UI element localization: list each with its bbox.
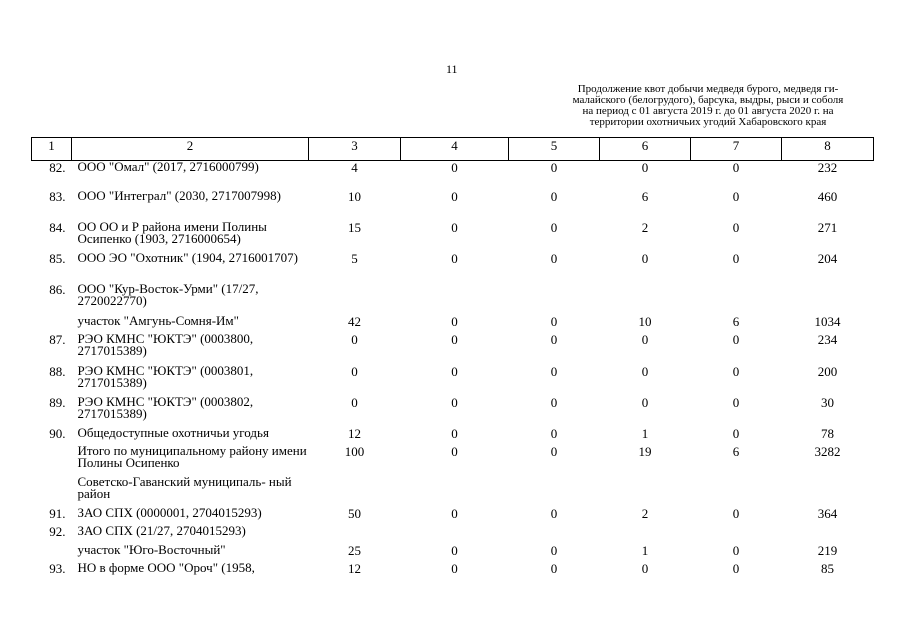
row-number: 82. — [49, 160, 66, 175]
value-c6: 10 — [638, 313, 652, 329]
row-number-cell — [32, 333, 72, 365]
value-c8: 1034 — [814, 313, 841, 329]
value-c3: 12 — [348, 560, 361, 576]
page-number: 11 — [446, 62, 458, 76]
org-name-cell — [72, 330, 309, 365]
value-c8: 234 — [817, 331, 838, 347]
row-number-cell — [32, 365, 72, 396]
value-cell-c7 — [691, 427, 782, 445]
row-number-cell — [32, 507, 72, 525]
org-name: ООО "Кур-Восток-Урми" (17/27, 2720022770) — [77, 280, 259, 308]
value-c4: 0 — [451, 505, 458, 521]
table-row — [32, 525, 874, 544]
row-number-cell — [32, 315, 72, 333]
value-c8: 200 — [817, 363, 838, 379]
value-cell-c3 — [309, 365, 401, 396]
value-c3: 50 — [348, 505, 361, 521]
caption-line: малайского (белогрудого), барсука, выдры, рыси и соболя — [572, 94, 844, 106]
value-cell-c4 — [401, 507, 509, 525]
org-name-cell — [72, 424, 309, 445]
value-cell-c3 — [309, 190, 401, 221]
value-cell-c4 — [401, 396, 509, 427]
value-cell-c5 — [509, 283, 600, 315]
value-c3: 0 — [351, 331, 358, 347]
value-cell-c5 — [509, 365, 600, 396]
org-name-cell — [72, 541, 309, 562]
value-cell-c5 — [509, 445, 600, 476]
value-cell-c7 — [691, 507, 782, 525]
value-cell-c4 — [401, 445, 509, 476]
org-name: РЭО КМНС "ЮКТЭ" (0003802, 2717015389) — [77, 393, 254, 421]
value-cell-c7 — [691, 190, 782, 221]
row-number: 83. — [49, 188, 66, 204]
column-header: 1 — [32, 138, 72, 161]
value-cell-c8 — [782, 427, 874, 445]
value-cell-c4 — [401, 525, 509, 544]
row-number-cell — [32, 427, 72, 445]
value-c4: 0 — [451, 219, 458, 235]
value-c6: 2 — [641, 505, 649, 521]
org-name: ООО "Интеграл" (2030, 2717007998) — [77, 187, 281, 203]
org-name: ООО ЭО "Охотник" (1904, 2716001707) — [77, 249, 298, 265]
value-c3: 5 — [351, 250, 358, 266]
value-cell-c7 — [691, 333, 782, 365]
value-cell-c3 — [309, 221, 401, 252]
column-header: 3 — [309, 138, 401, 161]
value-c3: 4 — [351, 160, 358, 175]
value-c5: 0 — [550, 219, 558, 235]
value-cell-c5 — [509, 333, 600, 365]
value-c6: 0 — [641, 331, 649, 347]
value-c7: 0 — [732, 363, 740, 379]
value-c3: 0 — [351, 363, 358, 379]
value-c7: 0 — [732, 542, 740, 558]
value-cell-c8 — [782, 221, 874, 252]
value-c8: 78 — [821, 425, 834, 441]
value-cell-c3 — [309, 525, 401, 544]
row-number: 85. — [49, 250, 66, 266]
value-cell-c4 — [401, 562, 509, 580]
value-c5: 0 — [550, 542, 558, 558]
value-cell-c4 — [401, 221, 509, 252]
org-name-cell — [72, 280, 309, 315]
value-c7: 6 — [732, 313, 740, 329]
value-cell-c5 — [509, 221, 600, 252]
value-cell-c3 — [309, 445, 401, 476]
row-number: 90. — [49, 425, 66, 441]
value-c5: 0 — [550, 331, 558, 347]
value-cell-c6 — [600, 161, 691, 190]
org-name: ЗАО СПХ (21/27, 2704015293) — [77, 522, 246, 538]
value-cell-c6 — [600, 365, 691, 396]
value-c7: 0 — [732, 560, 740, 576]
value-cell-c8 — [782, 161, 874, 190]
table-row — [32, 190, 874, 221]
table-row — [32, 544, 874, 562]
value-cell-c6 — [600, 507, 691, 525]
value-cell-c4 — [401, 161, 509, 190]
value-cell-c8 — [782, 315, 874, 333]
value-c4: 0 — [451, 160, 458, 175]
value-c5: 0 — [550, 363, 558, 379]
value-cell-c5 — [509, 476, 600, 507]
column-header: 8 — [782, 138, 874, 161]
value-cell-c3 — [309, 562, 401, 580]
table-row — [32, 562, 874, 580]
value-c5: 0 — [550, 425, 558, 441]
value-cell-c4 — [401, 315, 509, 333]
row-number-cell — [32, 562, 72, 580]
value-cell-c5 — [509, 544, 600, 562]
row-number-cell — [32, 445, 72, 476]
table-row — [32, 161, 874, 190]
value-cell-c7 — [691, 445, 782, 476]
value-c4: 0 — [451, 425, 458, 441]
value-cell-c4 — [401, 427, 509, 445]
row-number-cell — [32, 252, 72, 283]
value-cell-c7 — [691, 544, 782, 562]
value-c5: 0 — [550, 250, 558, 266]
value-cell-c7 — [691, 396, 782, 427]
value-cell-c6 — [600, 476, 691, 507]
value-cell-c8 — [782, 190, 874, 221]
org-name: РЭО КМНС "ЮКТЭ" (0003800, 2717015389) — [77, 330, 254, 358]
value-c6: 1 — [641, 542, 649, 558]
row-number-cell — [32, 544, 72, 562]
value-c5: 0 — [550, 313, 558, 329]
value-cell-c5 — [509, 507, 600, 525]
value-c6: 1 — [641, 425, 649, 441]
value-c8: 219 — [817, 542, 838, 558]
value-c7: 0 — [732, 188, 740, 204]
value-c7: 0 — [732, 394, 740, 410]
value-c6: 2 — [641, 219, 649, 235]
row-number-cell — [32, 283, 72, 315]
value-cell-c3 — [309, 507, 401, 525]
value-c3: 12 — [348, 425, 361, 441]
value-c4: 0 — [451, 363, 458, 379]
value-c3: 42 — [348, 313, 361, 329]
value-cell-c3 — [309, 396, 401, 427]
value-cell-c3 — [309, 427, 401, 445]
value-cell-c7 — [691, 221, 782, 252]
org-name: Общедоступные охотничьи угодья — [77, 424, 269, 440]
value-c8: 3282 — [814, 443, 841, 459]
value-c4: 0 — [451, 443, 458, 459]
row-number: 84. — [49, 219, 66, 235]
column-header: 5 — [509, 138, 600, 161]
value-cell-c4 — [401, 544, 509, 562]
org-name-cell — [72, 442, 309, 476]
value-cell-c4 — [401, 283, 509, 315]
row-number-cell — [32, 161, 72, 190]
value-cell-c8 — [782, 333, 874, 365]
value-c7: 0 — [732, 250, 740, 266]
value-cell-c5 — [509, 315, 600, 333]
value-cell-c4 — [401, 333, 509, 365]
caption-line: Продолжение квот добычи медведя бурого, медведя ги- — [577, 83, 839, 95]
value-c7: 0 — [732, 160, 740, 175]
value-cell-c6 — [600, 221, 691, 252]
column-header: 6 — [600, 138, 691, 161]
value-cell-c7 — [691, 315, 782, 333]
value-c8: 204 — [817, 250, 838, 266]
table-row — [32, 315, 874, 333]
value-c6: 0 — [641, 394, 649, 410]
column-header: 2 — [72, 138, 309, 161]
value-cell-c4 — [401, 252, 509, 283]
table-row — [32, 396, 874, 427]
value-c3: 15 — [348, 219, 361, 235]
value-cell-c4 — [401, 476, 509, 507]
value-c6: 0 — [641, 363, 649, 379]
value-cell-c8 — [782, 525, 874, 544]
value-c5: 0 — [550, 505, 558, 521]
caption-line: на период с 01 августа 2019 г. до 01 августа 2020 г. на — [582, 105, 834, 117]
value-c4: 0 — [451, 394, 458, 410]
value-cell-c6 — [600, 315, 691, 333]
value-c6: 0 — [641, 560, 649, 576]
org-name: Советско-Гаванский муниципаль- ный район — [77, 473, 292, 501]
value-c4: 0 — [451, 188, 458, 204]
value-cell-c6 — [600, 525, 691, 544]
value-cell-c6 — [600, 283, 691, 315]
value-cell-c5 — [509, 427, 600, 445]
value-c8: 85 — [821, 560, 834, 576]
value-c7: 6 — [732, 443, 740, 459]
value-cell-c8 — [782, 252, 874, 283]
org-name-cell — [72, 249, 309, 283]
value-cell-c6 — [600, 427, 691, 445]
table-row — [32, 283, 874, 315]
value-cell-c8 — [782, 365, 874, 396]
org-name-cell — [72, 559, 309, 580]
value-c4: 0 — [451, 331, 458, 347]
table-row — [32, 333, 874, 365]
value-c7: 0 — [732, 331, 740, 347]
org-name-cell — [72, 312, 309, 333]
table-header-row — [32, 138, 874, 161]
org-name: участок "Юго-Восточный" — [77, 541, 226, 557]
table-caption — [540, 84, 876, 128]
value-cell-c4 — [401, 365, 509, 396]
row-number: 93. — [49, 560, 66, 576]
row-number-cell — [32, 396, 72, 427]
value-c6: 19 — [638, 443, 652, 459]
value-cell-c3 — [309, 476, 401, 507]
column-header: 4 — [401, 138, 509, 161]
value-cell-c5 — [509, 525, 600, 544]
value-c7: 0 — [732, 425, 740, 441]
org-name-cell — [72, 161, 309, 190]
value-c6: 0 — [641, 250, 649, 266]
value-c8: 271 — [817, 219, 838, 235]
row-number-cell — [32, 221, 72, 252]
value-c4: 0 — [451, 542, 458, 558]
quota-table — [31, 137, 874, 580]
table-row — [32, 445, 874, 476]
value-cell-c6 — [600, 252, 691, 283]
value-cell-c8 — [782, 476, 874, 507]
value-c6: 0 — [641, 160, 649, 175]
value-cell-c8 — [782, 283, 874, 315]
value-c5: 0 — [550, 443, 558, 459]
value-cell-c3 — [309, 161, 401, 190]
value-c3: 100 — [344, 443, 365, 459]
value-c5: 0 — [550, 188, 558, 204]
value-cell-c6 — [600, 544, 691, 562]
table-row — [32, 365, 874, 396]
value-cell-c8 — [782, 544, 874, 562]
table-row — [32, 476, 874, 507]
value-cell-c7 — [691, 476, 782, 507]
value-c4: 0 — [451, 313, 458, 329]
row-number: 86. — [49, 281, 66, 297]
table-row — [32, 221, 874, 252]
row-number: 91. — [49, 505, 66, 521]
org-name-cell — [72, 393, 309, 427]
org-name-cell — [72, 218, 309, 252]
value-cell-c6 — [600, 190, 691, 221]
value-cell-c8 — [782, 507, 874, 525]
value-cell-c4 — [401, 190, 509, 221]
org-name: РЭО КМНС "ЮКТЭ" (0003801, 2717015389) — [77, 362, 254, 390]
value-cell-c7 — [691, 562, 782, 580]
row-number: 89. — [49, 394, 66, 410]
value-c5: 0 — [550, 160, 558, 175]
value-cell-c3 — [309, 544, 401, 562]
value-cell-c5 — [509, 396, 600, 427]
value-cell-c8 — [782, 396, 874, 427]
value-cell-c3 — [309, 283, 401, 315]
org-name-cell — [72, 473, 309, 507]
row-number-cell — [32, 190, 72, 221]
value-c3: 0 — [351, 394, 358, 410]
org-name: Итого по муниципальному району имени Полины Осипенко — [77, 442, 307, 470]
org-name-cell — [72, 362, 309, 396]
org-name: ОО ОО и Р района имени Полины Осипенко (1903, 2716000654) — [77, 218, 267, 246]
caption-line: территории охотничьих угодий Хабаровского края — [589, 116, 827, 128]
column-header: 7 — [691, 138, 782, 161]
table-row — [32, 252, 874, 283]
value-c3: 25 — [348, 542, 361, 558]
value-cell-c5 — [509, 562, 600, 580]
value-cell-c7 — [691, 161, 782, 190]
org-name-cell — [72, 522, 309, 544]
value-cell-c3 — [309, 252, 401, 283]
table-row — [32, 427, 874, 445]
row-number: 87. — [49, 331, 66, 347]
value-cell-c5 — [509, 161, 600, 190]
org-name-cell — [72, 504, 309, 525]
value-c4: 0 — [451, 250, 458, 266]
org-name: ЗАО СПХ (0000001, 2704015293) — [77, 504, 262, 520]
org-name-cell — [72, 187, 309, 221]
value-cell-c5 — [509, 252, 600, 283]
row-number: 88. — [49, 363, 66, 379]
value-cell-c7 — [691, 525, 782, 544]
row-number-cell — [32, 476, 72, 507]
value-cell-c6 — [600, 396, 691, 427]
row-number-cell — [32, 525, 72, 544]
value-cell-c5 — [509, 190, 600, 221]
value-cell-c3 — [309, 315, 401, 333]
value-c3: 10 — [348, 188, 361, 204]
value-cell-c7 — [691, 365, 782, 396]
org-name: ООО "Омал" (2017, 2716000799) — [77, 159, 259, 174]
value-cell-c6 — [600, 562, 691, 580]
value-c8: 460 — [817, 188, 838, 204]
value-c7: 0 — [732, 505, 740, 521]
row-number: 92. — [49, 523, 66, 539]
value-cell-c7 — [691, 283, 782, 315]
value-cell-c6 — [600, 445, 691, 476]
value-cell-c8 — [782, 445, 874, 476]
org-name: НО в форме ООО "Ороч" (1958, — [77, 559, 255, 575]
value-c5: 0 — [550, 394, 558, 410]
value-c8: 30 — [821, 394, 834, 410]
value-cell-c7 — [691, 252, 782, 283]
value-c7: 0 — [732, 219, 740, 235]
value-cell-c8 — [782, 562, 874, 580]
value-c8: 364 — [817, 505, 838, 521]
table-row — [32, 507, 874, 525]
value-cell-c3 — [309, 333, 401, 365]
value-c4: 0 — [451, 560, 458, 576]
org-name: участок "Амгунь-Сомня-Им" — [77, 312, 239, 328]
value-c5: 0 — [550, 560, 558, 576]
value-c8: 232 — [817, 160, 838, 175]
value-cell-c6 — [600, 333, 691, 365]
value-c6: 6 — [641, 188, 649, 204]
